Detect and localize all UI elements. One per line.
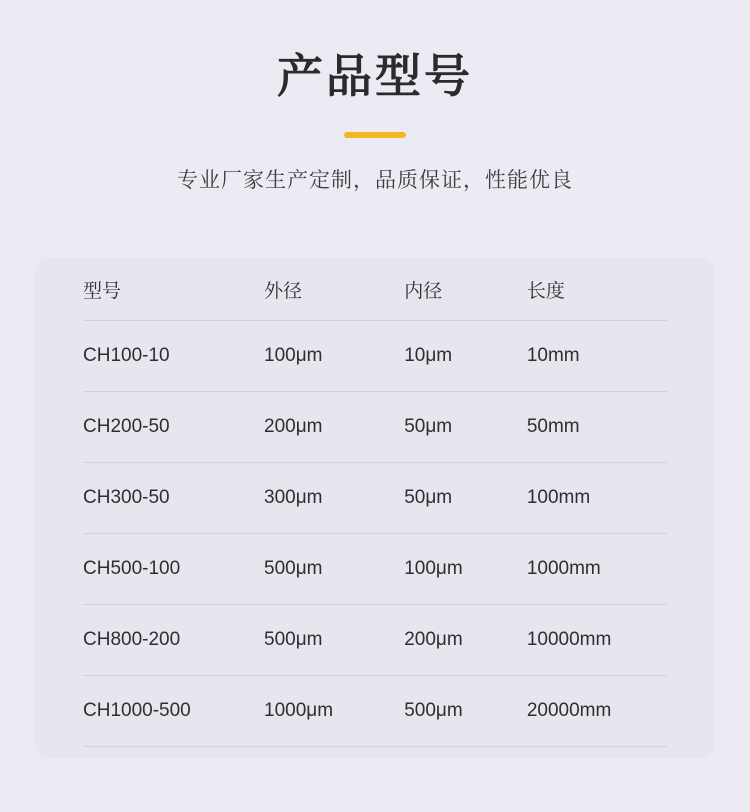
cell-outer-diameter: 500μm — [264, 534, 404, 605]
cell-outer-diameter: 500μm — [264, 605, 404, 676]
cell-outer-diameter: 100μm — [264, 321, 404, 392]
cell-inner-diameter: 10μm — [404, 321, 527, 392]
cell-inner-diameter: 100μm — [404, 534, 527, 605]
cell-model: CH200-50 — [83, 392, 264, 463]
cell-outer-diameter: 1000μm — [264, 676, 404, 747]
cell-inner-diameter: 500μm — [404, 676, 527, 747]
cell-model: CH500-100 — [83, 534, 264, 605]
table-row — [83, 676, 667, 747]
spec-table — [83, 258, 667, 747]
page-header — [0, 0, 750, 194]
cell-inner-diameter: 50μm — [404, 392, 527, 463]
cell-model: CH800-200 — [83, 605, 264, 676]
table-row — [83, 605, 667, 676]
cell-length: 100mm — [527, 463, 667, 534]
cell-model: CH100-10 — [83, 321, 264, 392]
table-row — [83, 321, 667, 392]
column-header-length: 长度 — [527, 258, 667, 321]
cell-outer-diameter: 300μm — [264, 463, 404, 534]
accent-divider — [344, 132, 406, 138]
table-row — [83, 392, 667, 463]
column-header-inner-diameter: 内径 — [404, 258, 527, 321]
cell-length: 20000mm — [527, 676, 667, 747]
column-header-model: 型号 — [83, 258, 264, 321]
page-title: 产品型号 — [277, 50, 473, 102]
cell-length: 10000mm — [527, 605, 667, 676]
cell-inner-diameter: 200μm — [404, 605, 527, 676]
table-header-row — [83, 258, 667, 321]
cell-outer-diameter: 200μm — [264, 392, 404, 463]
cell-model: CH300-50 — [83, 463, 264, 534]
cell-inner-diameter: 50μm — [404, 463, 527, 534]
cell-model: CH1000-500 — [83, 676, 264, 747]
page-subtitle: 专业厂家生产定制，品质保证，性能优良 — [177, 168, 573, 192]
cell-length: 50mm — [527, 392, 667, 463]
table-row — [83, 463, 667, 534]
column-header-outer-diameter: 外径 — [264, 258, 404, 321]
spec-table-card — [35, 258, 715, 758]
table-row — [83, 534, 667, 605]
cell-length: 1000mm — [527, 534, 667, 605]
cell-length: 10mm — [527, 321, 667, 392]
